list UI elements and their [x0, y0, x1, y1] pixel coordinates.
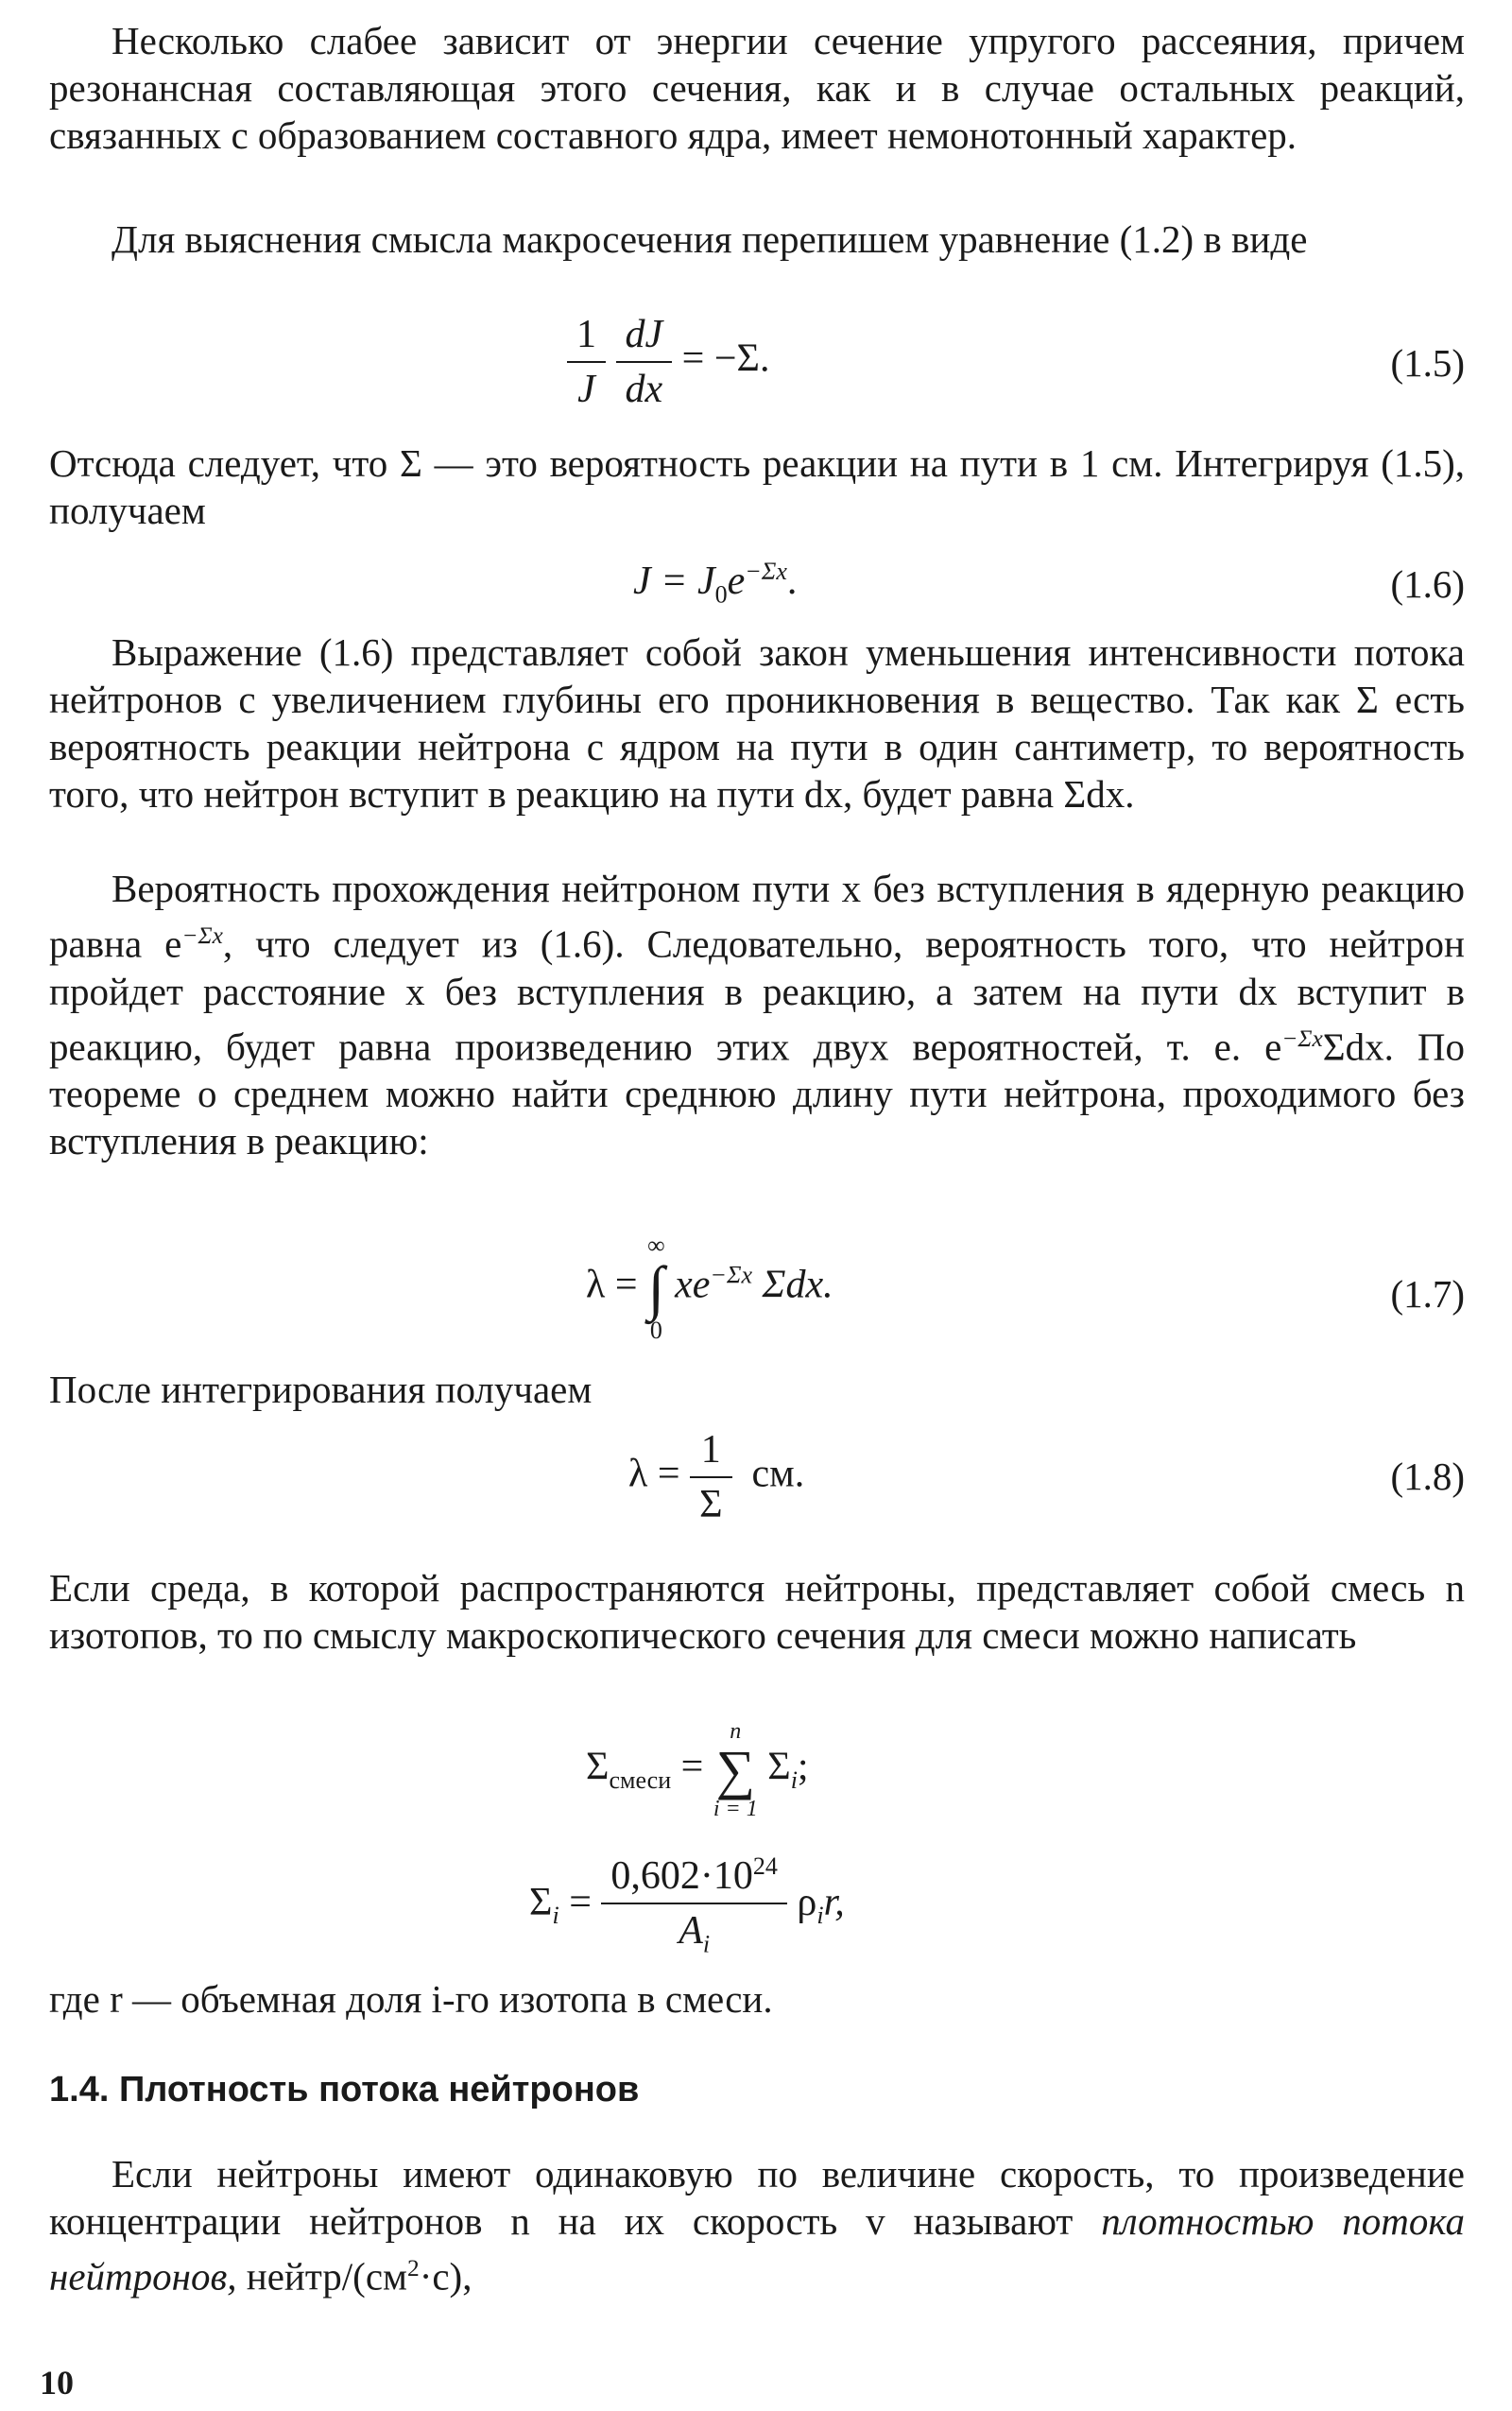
- integral-symbol: ∞ ∫ 0: [647, 1231, 665, 1344]
- equation-mixture-sum: $\Sigma_{смеси}$ = n ∑ i = 1 $\Sigma_i$;: [586, 1719, 809, 1821]
- page-number: 10: [40, 2364, 74, 2402]
- equation-number-1-8: (1.8): [1390, 1455, 1465, 1498]
- equation-partial-cross-section: $\Sigma_i$ = $\frac{0,602\cdot 10^{24}}{A_i}$ $\rho_ir$,: [529, 1852, 845, 1958]
- paragraph-after-integration: После интегрирования получаем: [49, 1368, 593, 1411]
- equation-number-1-6: (1.6): [1390, 562, 1465, 606]
- paragraph-macro-cross-section: Для выяснения смысла макросечения перепишем уравнение (1.2) в виде: [112, 217, 1308, 261]
- paragraph-attenuation-law: Выражение (1.6) представляет собой закон уменьшения интенсивности потока нейтронов с увеличением глубины его проникновения в вещество. Так как Σ есть вероятность реакции нейтрона с ядром на пути в один сантиметр, то вероятность того, что нейтрон вступит в реакцию на пути dx, будет равна Σdx.: [49, 630, 1465, 816]
- equation-1-8: λ = $\frac{1}{\Sigma}$ см.: [628, 1428, 805, 1526]
- paragraph-flux-density: Если нейтроны имеют одинаковую по величине скорость, то произведение концентрации нейтронов n на их скорость v называют плотностью потока нейтронов, нейтр/$(см^2\cdot с)$,: [49, 2152, 1466, 2299]
- equation-1-6: $J = J_0e^{-\Sigma x}$.: [633, 558, 798, 609]
- paragraph-volume-fraction: где r — объемная доля i-го изотопа в смеси.: [49, 1977, 773, 2021]
- paragraph-probability: Отсюда следует, что Σ — это вероятность реакции на пути в 1 см. Интегрируя (1.5), получаем: [49, 441, 1465, 532]
- equation-number-1-5: (1.5): [1390, 341, 1465, 385]
- equation-1-7: λ = ∞ ∫ 0 $xe^{-\Sigma x}$ Σdx.: [586, 1231, 833, 1344]
- paragraph-mean-free-path: Вероятность прохождения нейтроном пути x без вступления в ядерную реакцию равна $e^{-\Sigma x}$, что следует из (1.6). Следовательно, вероятность того, что нейтрон пройдет расстояние x без вступления в реакцию, а затем на пути dx вступит в реакцию, будет равна произведению этих двух вероятностей, т. е. $e^{-\Sigma x}\Sigma dx$. По теореме о среднем можно найти среднюю длину пути нейтрона, проходимого без вступления в реакцию:: [49, 867, 1465, 1163]
- section-heading: 1.4. Плотность потока нейтронов: [49, 2070, 640, 2110]
- paragraph-elastic-scattering: Несколько слабее зависит от энергии сечение упругого рассеяния, причем резонансная составляющая этого сечения, как и в случае остальных реакций, связанных с образованием составного ядра, имеет немонотонный характер.: [49, 19, 1465, 157]
- paragraph-mixture: Если среда, в которой распространяются нейтроны, представляет собой смесь n изотопов, то по смыслу макроскопического сечения для смеси можно написать: [49, 1566, 1465, 1657]
- equation-1-5: $\frac{1}{J}$ $\frac{dJ}{dx}$ = −Σ.: [567, 312, 769, 412]
- sum-symbol: n ∑ i = 1: [713, 1719, 758, 1821]
- equation-number-1-7: (1.7): [1390, 1272, 1465, 1316]
